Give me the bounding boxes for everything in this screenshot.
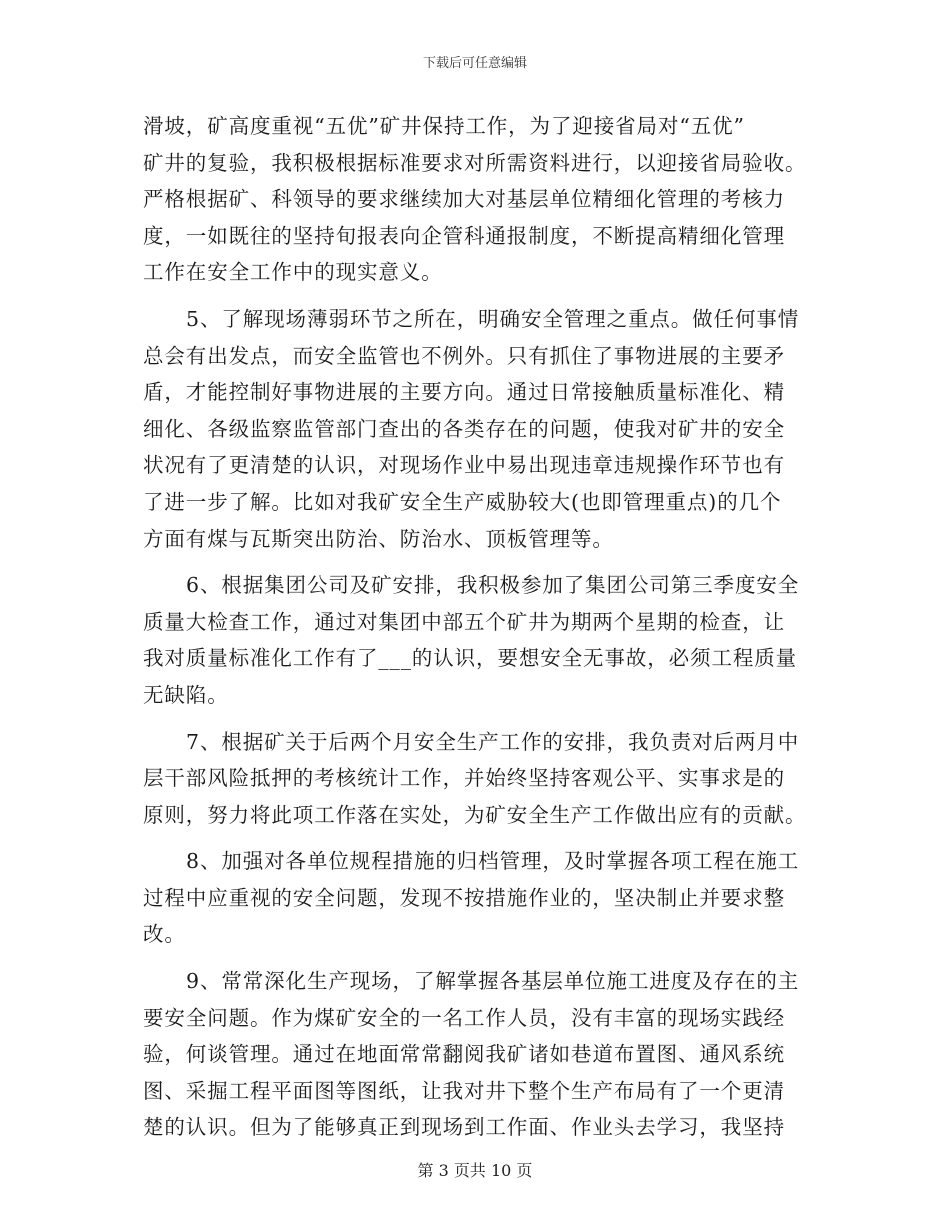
text-line: 矿井的复验，我积极根据标准要求对所需资料进行，以迎接省局验收。	[143, 150, 807, 175]
page-header: 下载后可任意编辑	[422, 56, 527, 71]
text-line: 滑坡，矿高度重视“五优”矿井保持工作，为了迎接省局对“五优”	[143, 114, 745, 138]
text-line: 要安全问题。作为煤矿安全的一名工作人员，没有丰富的现场实践经	[143, 1005, 785, 1030]
paragraph	[143, 724, 810, 834]
paragraph-gap	[143, 291, 810, 301]
text-line: 方面有煤与瓦斯突出防治、防治水、顶板管理等。	[143, 526, 614, 551]
page-footer: 第 3 页共 10 页	[417, 1161, 533, 1180]
text-line: 楚的认识。但为了能够真正到现场到工作面、作业头去学习，我坚持	[143, 1115, 785, 1140]
text-line: 状况有了更清楚的认识，对现场作业中易出现违章违规操作环节也有	[143, 453, 785, 478]
text-line: 6、根据集团公司及矿安排，我积极参加了集团公司第三季度安全	[186, 573, 800, 598]
text-line: 改。	[143, 922, 186, 947]
text-line: 层干部风险抵押的考核统计工作，并始终坚持客观公平、实事求是的	[143, 766, 785, 791]
paragraph-gap	[143, 953, 810, 963]
paragraph	[143, 963, 810, 1146]
text-line: 质量大检查工作，通过对集团中部五个矿井为期两个星期的检查，让	[143, 609, 785, 634]
text-line: 5、了解现场薄弱环节之所在，明确安全管理之重点。做任何事情	[186, 306, 800, 331]
text-line: 了进一步了解。比如对我矿安全生产威胁较大(也即管理重点)的几个	[143, 489, 782, 514]
paragraph	[143, 843, 810, 953]
text-line: 7、根据矿关于后两个月安全生产工作的安排，我负责对后两月中	[186, 729, 800, 754]
text-line: 图、采掘工程平面图等图纸，让我对井下整个生产布局有了一个更清	[143, 1078, 785, 1103]
text-line: 8、加强对各单位规程措施的归档管理，及时掌握各项工程在施工	[186, 849, 800, 874]
text-line: 总会有出发点，而安全监管也不例外。只有抓住了事物进展的主要矛	[143, 343, 785, 368]
paragraph	[143, 108, 810, 291]
text-line: 细化、各级监察监管部门查出的各类存在的问题，使我对矿井的安全	[143, 416, 785, 441]
text-line: 工作在安全工作中的现实意义。	[143, 260, 443, 285]
text-line: 我对质量标准化工作有了___的认识，要想安全无事故，必须工程质量	[143, 646, 798, 671]
text-line: 9、常常深化生产现场，了解掌握各基层单位施工进度及存在的主	[186, 969, 800, 994]
text-line: 无缺陷。	[143, 682, 229, 707]
paragraph	[143, 301, 810, 557]
paragraph-gap	[143, 714, 810, 724]
text-line: 验，何谈管理。通过在地面常常翻阅我矿诸如巷道布置图、通风系统	[143, 1042, 785, 1067]
document-body	[143, 108, 810, 1146]
paragraph-gap	[143, 833, 810, 843]
text-line: 过程中应重视的安全问题，发现不按措施作业的，坚决制止并要求整	[143, 885, 785, 910]
text-line: 度，一如既往的坚持旬报表向企管科通报制度，不断提高精细化管理	[143, 223, 785, 248]
paragraph-gap	[143, 557, 810, 567]
text-line: 盾，才能控制好事物进展的主要方向。通过日常接触质量标准化、精	[143, 380, 785, 405]
text-line: 严格根据矿、科领导的要求继续加大对基层单位精细化管理的考核力	[143, 187, 785, 212]
paragraph	[143, 567, 810, 713]
text-line: 原则，努力将此项工作落在实处，为矿安全生产工作做出应有的贡献。	[143, 802, 807, 827]
